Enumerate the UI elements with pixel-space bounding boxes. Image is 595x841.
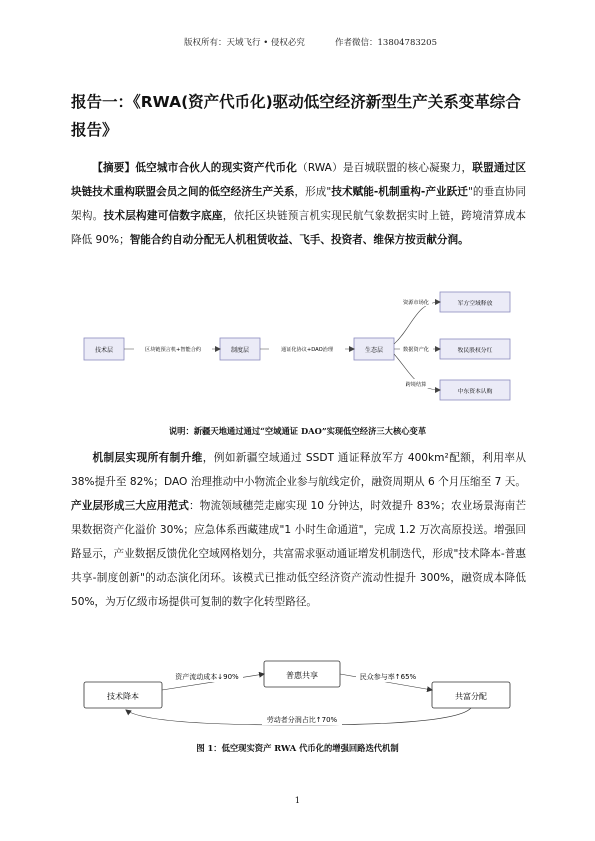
feedback-loop-diagram [76, 652, 521, 732]
edge-resource-market [394, 297, 440, 344]
svg-text:跨境结算: 跨境结算 [405, 382, 427, 388]
node-eco-layer [354, 338, 394, 360]
node-middle-east-capital [440, 380, 510, 400]
svg-text:数据资产化: 数据资产化 [403, 347, 429, 353]
edge-tech-to-mech [124, 344, 220, 354]
svg-text:生态层: 生态层 [364, 347, 384, 354]
svg-text:民众参与率↑65%: 民众参与率↑65% [359, 673, 417, 681]
diagram-caption: 说明：新疆天地通过通过“空域通证 DAO”实现低空经济三大核心变革 [168, 426, 427, 436]
abstract-text: （RWA）是百城联盟的核心凝聚力， [297, 162, 473, 174]
body-paragraph [71, 446, 526, 614]
abstract-text: 智能合约自动分配无人机租赁收益、飞手、投资者、维保方按贡献分润。 [129, 234, 469, 246]
report-title: 报告一：《RWA(资产代币化)驱动低空经济新型生产关系变革综合报告》 [71, 93, 521, 139]
abstract-text: ，依托区块链预言机实现民航气象数据实时上链，跨境清算成本降低 90%； [71, 210, 527, 246]
author-contact: 作者微信：13804783205 [335, 38, 437, 48]
node-tech-cost-reduction [84, 682, 162, 708]
body-lead: 产业层形成三大应用范式 [71, 500, 189, 512]
abstract-text: "的垂直协同架构。 [71, 186, 527, 222]
abstract-text: 技术层构建可信数字底座 [103, 210, 223, 222]
svg-text:军方空域释放: 军方空域释放 [457, 301, 493, 307]
abstract-lead: 【摘要】低空城市合伙人的现实资产代币化 [92, 162, 298, 174]
svg-text:制度层: 制度层 [230, 347, 250, 354]
edge-cross-border [394, 354, 440, 390]
svg-text:通证化协议+DAO治理: 通证化协议+DAO治理 [280, 347, 334, 353]
edge-asset-flow-cost [162, 671, 264, 690]
body-lead: 机制层实现所有制升维 [92, 452, 203, 464]
body-text: ，例如新疆空域通过 SSDT 通证释放军方 400km²配额，利用率从 38%提升至 82%；DAO 治理推动中小物流企业参与航线定价，融资周期从 6 个月压缩至 7 天。 [71, 452, 526, 488]
abstract-text: 技术赋能-机制重构-产业跃迁 [331, 186, 468, 198]
svg-text:牧民股权分红: 牧民股权分红 [457, 348, 493, 354]
node-military-airspace [440, 292, 510, 312]
svg-text:劳动者分润占比↑70%: 劳动者分润占比↑70% [266, 716, 338, 724]
copyright-notice: 版权所有：天域飞行 • 侵权必究 [184, 38, 305, 48]
svg-text:技术层: 技术层 [94, 347, 114, 354]
abstract-text: 联盟通过区块链技术重构联盟会员之间的低空经济生产关系 [71, 162, 527, 198]
edge-worker-share [126, 708, 471, 725]
svg-text:技术降本: 技术降本 [107, 692, 139, 701]
node-tech-layer [84, 338, 124, 360]
abstract-text: ，形成" [294, 186, 332, 198]
page-number: 1 [294, 796, 301, 806]
edge-mech-to-eco [260, 344, 354, 354]
abstract-paragraph [71, 156, 526, 252]
svg-text:共富分配: 共富分配 [455, 692, 487, 701]
svg-text:普惠共享: 普惠共享 [286, 671, 318, 680]
svg-text:资源市场化: 资源市场化 [403, 300, 429, 306]
svg-text:区块链预言机+智能合约: 区块链预言机+智能合约 [144, 347, 202, 353]
node-mech-layer [220, 338, 260, 360]
figure-caption: 图 1：低空现实资产 RWA 代币化的增强回路迭代机制 [196, 743, 399, 753]
svg-text:中东资本认购: 中东资本认购 [457, 389, 493, 395]
architecture-diagram [76, 288, 521, 413]
edge-data-assets [394, 344, 440, 353]
node-common-prosperity [432, 682, 510, 708]
svg-text:资产流动成本↓90%: 资产流动成本↓90% [175, 673, 239, 681]
body-text: ：物流领域穗莞走廊实现 10 分钟达，时效提升 83%；农业场景海南芒果数据资产化溢价 30%；应急体系西藏建成"1 小时生命通道"，完成 1.2 万次高原投送。增强回路显示，产业数据反馈优化空域网格划分，共富需求驱动通证增发机制迭代，形成"技术降本-普惠共享-制度创新"的动态演化闭环。该模式已推动低空经济资产流动性提升 300%，融资成本降低 50%，为万亿级市场提供可复制的数字化转型路径。 [71, 500, 526, 608]
node-inclusive-sharing [264, 661, 340, 687]
node-herder-dividends [440, 339, 510, 359]
edge-public-participation [340, 671, 432, 690]
